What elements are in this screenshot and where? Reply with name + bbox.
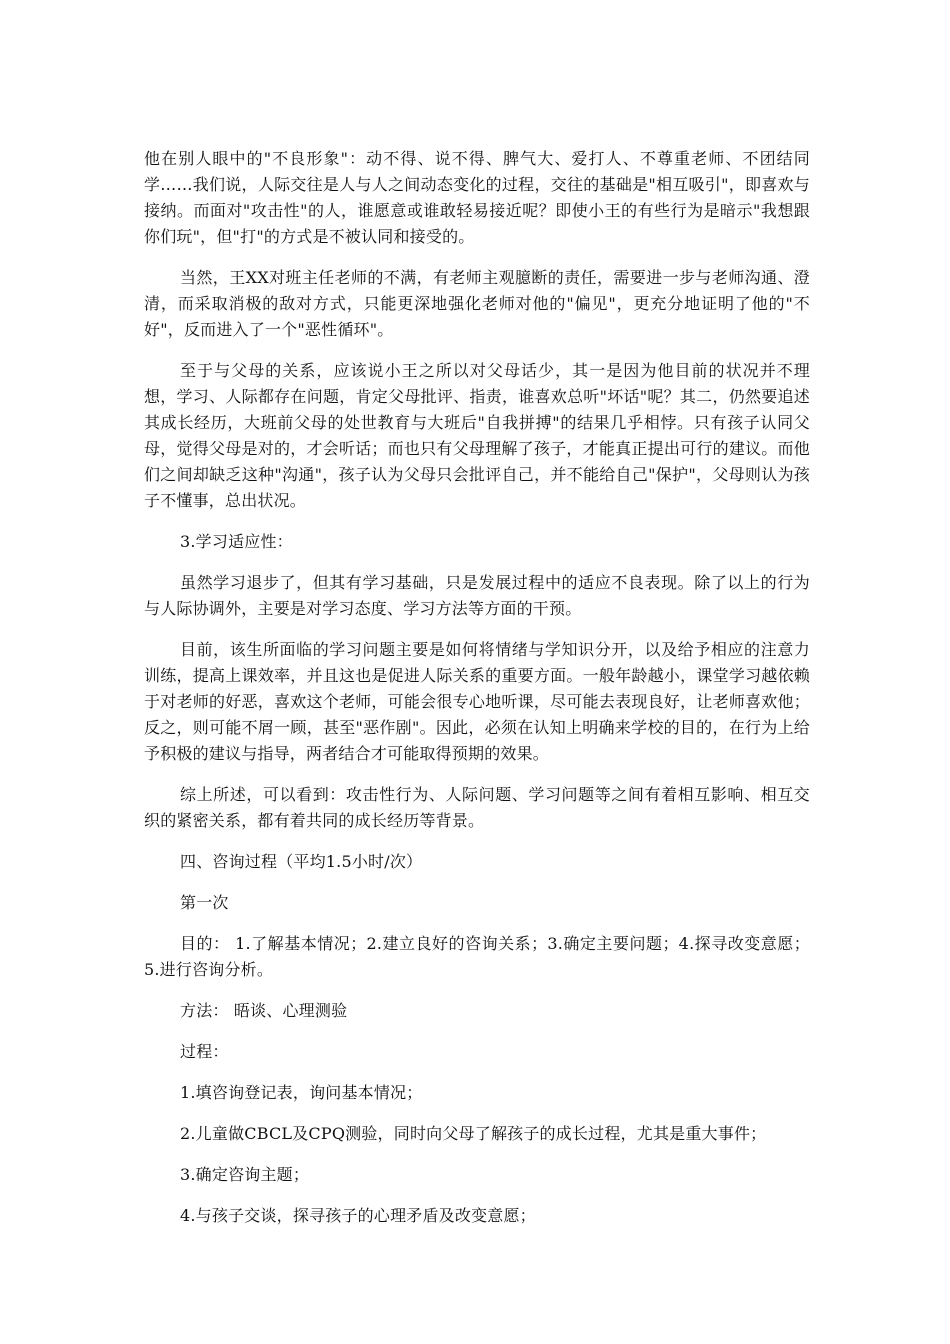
paragraph-goals: 目的： 1.了解基本情况；2.建立良好的咨询关系；3.确定主要问题；4.探寻改变意愿；5.进行咨询分析。 xyxy=(144,934,810,979)
document-page xyxy=(144,146,810,1244)
paragraph-summary: 综上所述，可以看到：攻击性行为、人际问题、学习问题等之间有着相互影响、相互交织的紧密关系，都有着共同的成长经历等背景。 xyxy=(144,785,810,830)
paragraph-methods: 方法： 晤谈、心理测验 xyxy=(180,1001,348,1020)
paragraph-learning-problems: 目前，该生所面临的学习问题主要是如何将情绪与学知识分开，以及给予相应的注意力训练，提高上课效率，并且这也是促进人际关系的重要方面。一般年龄越小，课堂学习越依赖于对老师的好恶，喜欢这个老师，可能会很专心地听课，尽可能去表现良好，让老师喜欢他；反之，则可能不屑一顾，甚至"恶作剧"。因此，必须在认知上明确来学校的目的，在行为上给予积极的建议与指导，两者结合才可能取得预期的效果。 xyxy=(144,640,810,763)
paragraph-parent-relationship: 至于与父母的关系，应该说小王之所以对父母话少，其一是因为他目前的状况并不理想，学习、人际都存在问题，肯定父母批评、指责，谁喜欢总听"坏话"呢？其二，仍然要追述其成长经历，大班前父母的处世教育与大班后"自我拼搏"的结果几乎相悖。只有孩子认同父母，觉得父母是对的，才会听话；而也只有父母理解了孩子，才能真正提出可行的建议。而他们之间却缺乏这种"沟通"，孩子认为父母只会批评自己，并不能给自己"保护"，父母则认为孩子不懂事，总出状况。 xyxy=(144,361,810,510)
heading-learning-adaptability: 3.学习适应性： xyxy=(180,532,293,551)
heading-counseling-process: 四、咨询过程（平均1.5小时/次） xyxy=(180,852,423,871)
process-step-2: 2.儿童做CBCL及CPQ测验，同时向父母了解孩子的成长过程，尤其是重大事件； xyxy=(180,1124,767,1143)
paragraph-teacher-conflict: 当然，王XX对班主任老师的不满，有老师主观臆断的责任，需要进一步与老师沟通、澄清，而采取消极的敌对方式，只能更深地强化老师对他的"偏见"，更充分地证明了他的"不好"，反而进入了一个"恶性循环"。 xyxy=(144,268,810,339)
paragraph-bad-image: 他在别人眼中的"不良形象"：动不得、说不得、脾气大、爱打人、不尊重老师、不团结同学……我们说，人际交往是人与人之间动态变化的过程，交往的基础是"相互吸引"，即喜欢与接纳。而面对"攻击性"的人，谁愿意或谁敢轻易接近呢？即使小王的有些行为是暗示"我想跟你们玩"，但"打"的方式是不被认同和接受的。 xyxy=(144,149,810,246)
paragraph-learning-regression: 虽然学习退步了，但其有学习基础，只是发展过程中的适应不良表现。除了以上的行为与人际协调外，主要是对学习态度、学习方法等方面的干预。 xyxy=(144,573,810,618)
heading-process: 过程： xyxy=(180,1042,229,1061)
heading-first-session: 第一次 xyxy=(180,893,229,912)
process-step-4: 4.与孩子交谈，探寻孩子的心理矛盾及改变意愿； xyxy=(180,1206,536,1225)
process-step-1: 1.填咨询登记表，询问基本情况； xyxy=(180,1083,423,1102)
process-step-3: 3.确定咨询主题； xyxy=(180,1165,310,1184)
